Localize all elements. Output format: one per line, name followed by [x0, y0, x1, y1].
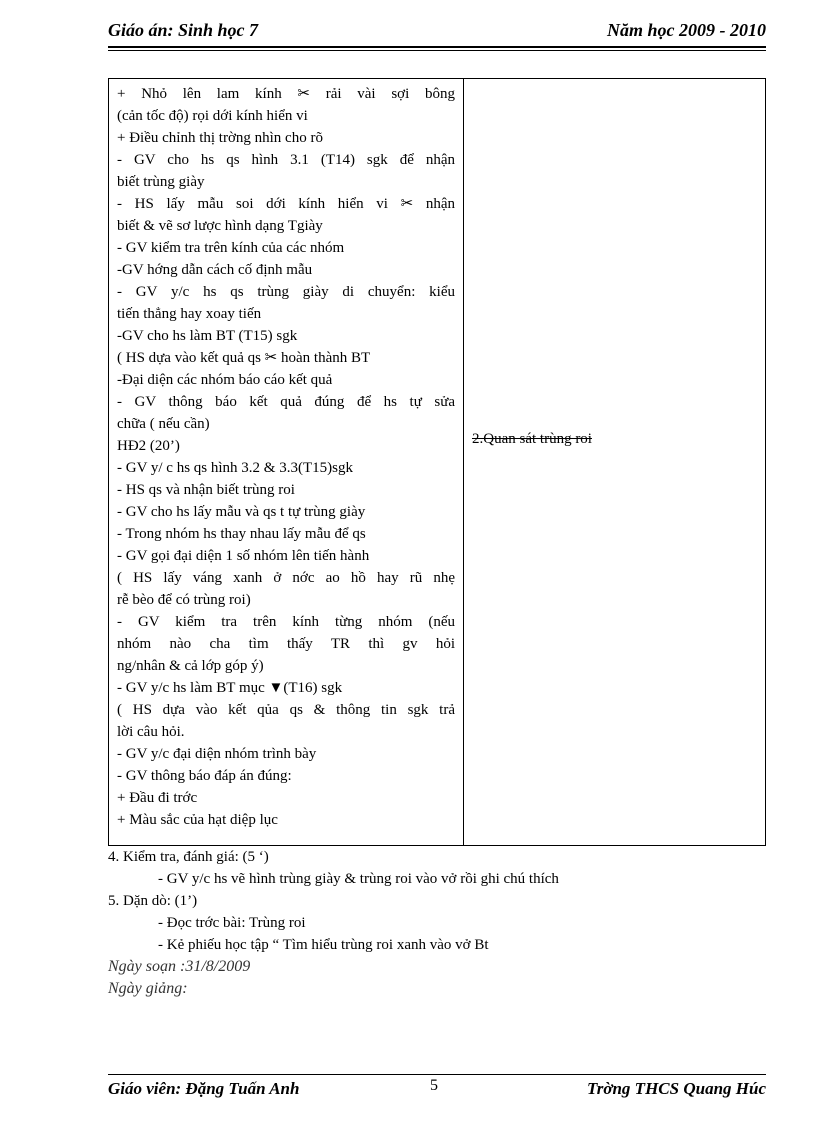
activity-line: HĐ2 (20’): [117, 438, 180, 454]
header-school-year: Năm học 2009 - 2010: [607, 20, 766, 40]
footer-teacher: Giáo viên: Đặng Tuấn Anh: [108, 1079, 300, 1098]
activity-line: - HS lấy mẫu soi dới kính hiển vi ✂ nhận: [117, 196, 455, 212]
activity-line: - GV cho hs lấy mẫu và qs t tự trùng giày: [117, 504, 366, 520]
activity-line: - GV thông báo kết quả đúng để hs tự sửa: [117, 394, 455, 410]
section-label: 2.Quan sát trùng roi: [472, 431, 592, 447]
activity-line: + Màu sắc của hạt diệp lục: [117, 812, 278, 828]
activity-line: ( HS dựa vào kết quả qs ✂ hoàn thành BT: [117, 350, 371, 366]
activity-line: nhóm nào cha tìm thấy TR thì gv hỏi: [117, 636, 455, 652]
activity-line: lời câu hỏi.: [117, 724, 185, 740]
page-header: [108, 18, 766, 48]
activity-line: - GV cho hs qs hình 3.1 (T14) sgk để nhận: [117, 152, 455, 168]
activity-line: (cản tốc độ) rọi dới kính hiển vi: [117, 108, 308, 124]
teaching-date: Ngày giảng:: [108, 980, 188, 997]
page-number: 5: [430, 1077, 438, 1094]
activity-line: -Đại diện các nhóm báo cáo kết quả: [117, 372, 333, 388]
activity-line: tiến thẳng hay xoay tiến: [117, 306, 262, 322]
homework-heading: 5. Dặn dò: (1’): [108, 893, 198, 909]
activity-line: + Điều chỉnh thị trờng nhìn cho rõ: [117, 130, 323, 146]
activity-line: - HS qs và nhận biết trùng roi: [117, 482, 295, 498]
footer-school: Trờng THCS Quang Húc: [586, 1079, 766, 1098]
activity-line: biết trùng giày: [117, 174, 205, 190]
activity-line: -GV hớng dẫn cách cố định mẫu: [117, 262, 313, 278]
homework-task-1: - Đọc trớc bài: Trùng roi: [158, 915, 306, 931]
content-cell: [464, 79, 766, 846]
activity-line: ( HS lấy váng xanh ở nớc ao hồ hay rũ nhẹ: [117, 570, 455, 586]
header-divider: [108, 50, 766, 51]
activities-cell: [109, 79, 464, 846]
post-table-notes: [108, 846, 766, 1000]
homework-task-2: - Kẻ phiếu học tập “ Tìm hiểu trùng roi xanh vào vở Bt: [158, 937, 489, 953]
activity-line: - GV y/c đại diện nhóm trình bày: [117, 746, 317, 762]
activity-line: - GV kiểm tra trên kính từng nhóm (nếu: [117, 614, 455, 630]
lesson-table: [108, 78, 766, 846]
activity-line: biết & vẽ sơ lược hình dạng Tgiày: [117, 218, 323, 234]
activity-line: rễ bèo để có trùng roi): [117, 592, 251, 608]
activity-line: + Đầu đi trớc: [117, 790, 198, 806]
activity-line: - GV thông báo đáp án đúng:: [117, 768, 292, 784]
activity-line: - GV gọi đại diện 1 số nhóm lên tiến hành: [117, 548, 370, 564]
assessment-heading: 4. Kiểm tra, đánh giá: (5 ‘): [108, 849, 269, 865]
activity-line: - GV y/ c hs qs hình 3.2 & 3.3(T15)sgk: [117, 460, 353, 476]
activity-line: - GV kiểm tra trên kính của các nhóm: [117, 240, 345, 256]
activity-line: -GV cho hs làm BT (T15) sgk: [117, 328, 298, 344]
header-subject: Giáo án: Sinh học 7: [108, 20, 259, 40]
activity-line: ( HS dựa vào kết qủa qs & thông tin sgk trả: [117, 702, 455, 718]
activity-line: ng/nhân & cả lớp góp ý): [117, 658, 264, 674]
activities-lines: [109, 79, 463, 831]
activity-line: - Trong nhóm hs thay nhau lấy mẫu để qs: [117, 526, 366, 542]
activity-line: - GV y/c hs làm BT mục ▼(T16) sgk: [117, 680, 343, 696]
activity-line: chữa ( nếu cần): [117, 416, 210, 432]
activity-line: + Nhỏ lên lam kính ✂ rải vài sợi bông: [117, 86, 455, 102]
prep-date: Ngày soạn :31/8/2009: [108, 958, 251, 975]
assessment-task: - GV y/c hs vẽ hình trùng giày & trùng roi vào vở rồi ghi chú thích: [158, 871, 559, 887]
page-footer: [108, 1074, 766, 1098]
activity-line: - GV y/c hs qs trùng giày di chuyển: kiểu: [117, 284, 455, 300]
